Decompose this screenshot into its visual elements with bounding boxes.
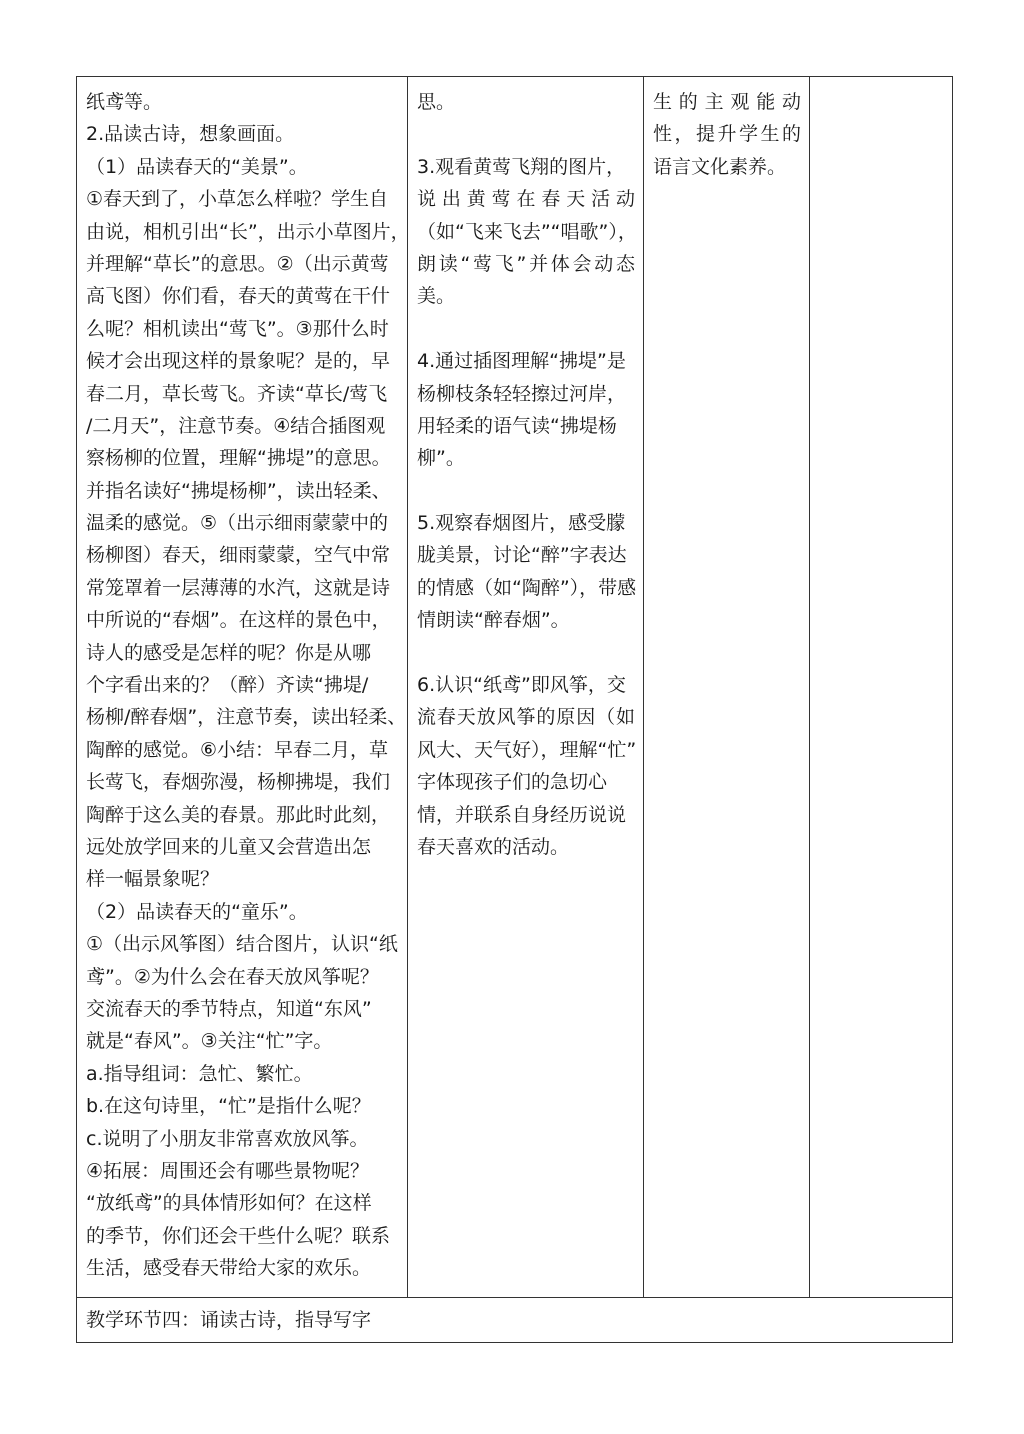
text-line: （2）品读春天的“童乐”。 (86, 900, 308, 923)
teaching-activities-cell (77, 77, 408, 1298)
text-line: 杨柳图）春天，细雨蒙蒙，空气中常 (86, 544, 391, 567)
text-line: 由说，相机引出“长”，出示小草图片， (86, 220, 410, 243)
text-line: ①（出示风筝图）结合图片，认识“纸 (86, 933, 398, 956)
text-line: 字体现孩子们的急切心 (417, 771, 608, 794)
text-line: 5.观察春烟图片，感受朦 (417, 512, 626, 535)
text-line: 春天喜欢的活动。 (417, 835, 570, 858)
text-line: 胧美景，讨论“醉”字表达 (417, 544, 627, 567)
text-line: 温柔的感觉。⑤（出示细雨蒙蒙中的 (86, 512, 389, 535)
text-line: ④拓展：周围还会有哪些景物呢？ (86, 1159, 370, 1182)
text-line: 纸鸢等。 (86, 91, 163, 113)
text-line: 长莺飞，春烟弥漫，杨柳拂堤，我们 (86, 771, 391, 794)
text-line: 样一幅景象呢？ (86, 868, 220, 891)
text-line: 并理解“草长”的意思。②（出示黄莺 (86, 252, 389, 275)
text-line: （如“飞来飞去”“唱歌”）， (417, 220, 637, 243)
lesson-plan-table (76, 76, 953, 1343)
text-line: 陶醉的感觉。⑥小结：早春二月，草 (86, 738, 389, 761)
text-line: 候才会出现这样的景象呢？是的，早 (86, 350, 391, 373)
text-line: 4.通过插图理解“拂堤”是 (417, 350, 626, 373)
student-activities-text (408, 77, 643, 863)
text-line: 朗读“莺飞”并体会动态 (417, 252, 635, 275)
text-line: 情，并联系自身经历说说 (417, 803, 627, 826)
text-line: 说出黄莺在春天活动 (417, 188, 635, 211)
text-line: ①春天到了，小草怎么样啦？学生自 (86, 188, 389, 211)
text-line: 3.观看黄莺飞翔的图片， (417, 155, 626, 178)
blank-line (417, 313, 635, 345)
section-heading-text: 教学环节四：诵读古诗，指导写字 (86, 1309, 372, 1331)
text-line: 思。 (417, 91, 456, 113)
text-line: 用轻柔的语气读“拂堤杨 (417, 414, 617, 437)
text-line: 就是“春风”。③关注“忙”字。 (86, 1030, 333, 1053)
text-line: 高飞图）你们看，春天的黄莺在干什 (86, 285, 391, 308)
text-line: /二月天”，注意节奏。④结合插图观 (86, 414, 386, 437)
design-intent-text (644, 77, 809, 183)
text-line: 中所说的“春烟”。在这样的景色中， (86, 609, 391, 632)
section-heading-cell (77, 1298, 953, 1343)
text-line: 鸢”。②为什么会在春天放风筝呢？ (86, 965, 379, 988)
section-heading-row (77, 1298, 953, 1343)
text-line: （1）品读春天的“美景”。 (86, 155, 308, 178)
text-line: 风大、天气好），理解“忙” (417, 738, 637, 761)
text-line: c.说明了小朋友非常喜欢放风筝。 (86, 1127, 369, 1150)
blank-line (417, 637, 635, 669)
text-line: 陶醉于这么美的春景。那此时此刻， (86, 803, 391, 826)
text-line: “放纸鸢”的具体情形如何？在这样 (86, 1192, 372, 1215)
notes-text (810, 77, 952, 86)
text-line: 性，提升学生的 (653, 123, 801, 146)
text-line: 么呢？相机读出“莺飞”。③那什么时 (86, 317, 389, 340)
text-line: 春二月，草长莺飞。齐读“草长/莺飞 (86, 382, 388, 405)
text-line: 2.品读古诗，想象画面。 (86, 123, 295, 146)
text-line: 常笼罩着一层薄薄的水汽，这就是诗 (86, 576, 391, 599)
text-line: 生的主观能动 (653, 91, 801, 113)
text-line: 远处放学回来的儿童又会营造出怎 (86, 835, 372, 858)
text-line: 流春天放风筝的原因（如 (417, 706, 635, 729)
text-line: 的情感（如“陶醉”），带感 (417, 576, 637, 599)
text-line: 杨柳/醉春烟”，注意节奏，读出轻柔、 (86, 706, 407, 729)
text-line: 诗人的感受是怎样的呢？你是从哪 (86, 641, 372, 664)
text-line: 生活，感受春天带给大家的欢乐。 (86, 1257, 372, 1280)
blank-line (417, 475, 635, 507)
empty-notes-cell (810, 77, 953, 1298)
text-line: b.在这句诗里，“忙”是指什么呢？ (86, 1095, 371, 1118)
text-line: 并指名读好“拂堤杨柳”，读出轻柔、 (86, 479, 391, 502)
text-line: 6.认识“纸鸢”即风筝，交 (417, 674, 626, 697)
design-intent-cell (644, 77, 810, 1298)
text-line: 察杨柳的位置，理解“拂堤”的意思。 (86, 447, 391, 470)
text-line: 柳”。 (417, 447, 465, 470)
student-activities-cell (408, 77, 644, 1298)
text-line: 交流春天的季节特点，知道“东风” (86, 997, 372, 1020)
lesson-content-row (77, 77, 953, 1298)
text-line: 个字看出来的？（醉）齐读“拂堤/ (86, 674, 369, 697)
text-line: 语言文化素养。 (653, 155, 787, 178)
text-line: a.指导组词：急忙、繁忙。 (86, 1062, 313, 1085)
blank-line (417, 118, 635, 150)
text-line: 的季节，你们还会干些什么呢？联系 (86, 1224, 391, 1247)
text-line: 美。 (417, 285, 456, 308)
teaching-activities-text (77, 77, 410, 1284)
text-line: 情朗读“醉春烟”。 (417, 609, 570, 632)
text-line: 杨柳枝条轻轻擦过河岸， (417, 382, 627, 405)
